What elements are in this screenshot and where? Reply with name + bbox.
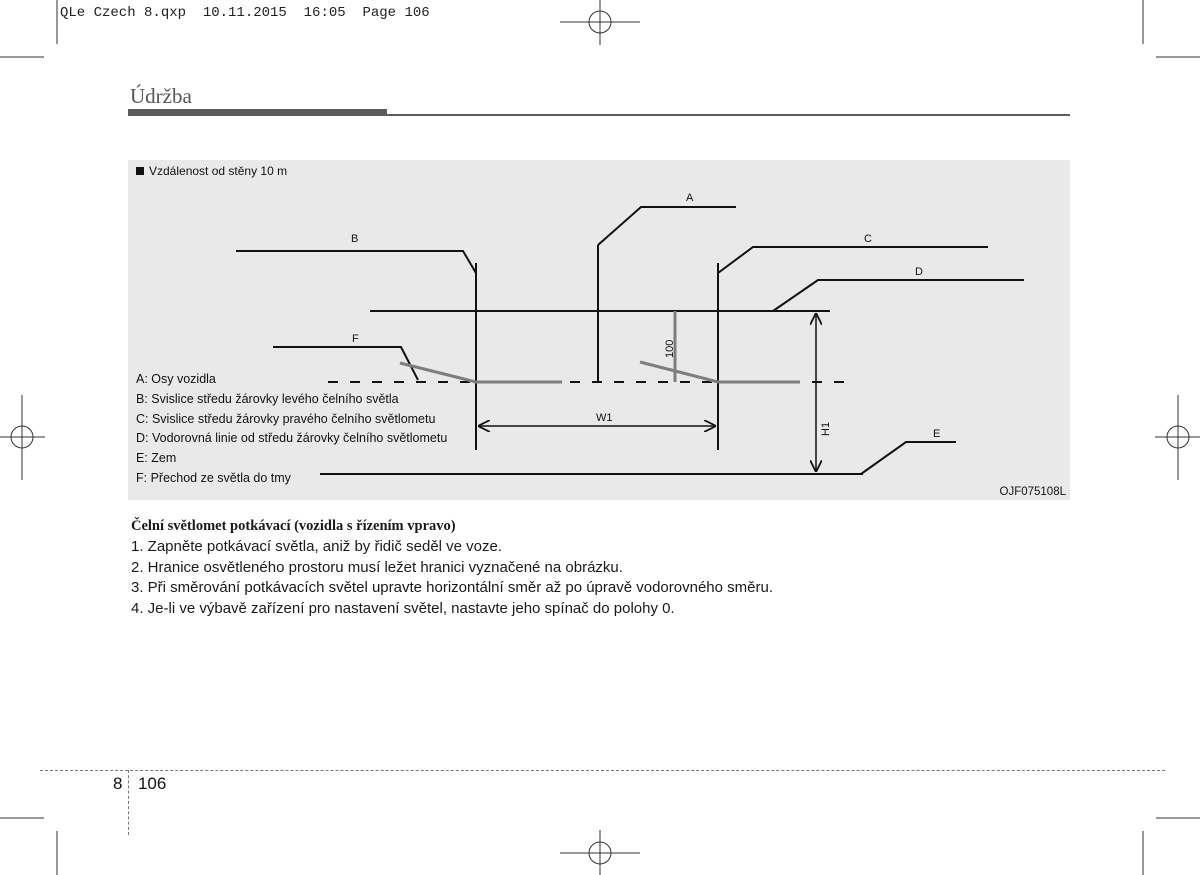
leader-line-b: [236, 251, 476, 273]
instruction-step: 1. Zapněte potkávací světla, aniž by řidič seděl ve voze.: [131, 538, 503, 555]
instructions-heading: Čelní světlomet potkávací (vozidla s řízením vpravo): [131, 518, 456, 534]
registration-mark-right: [1155, 395, 1200, 480]
bullet-square-icon: [136, 167, 144, 175]
leader-line-a: [598, 207, 736, 245]
page-number: [113, 774, 166, 794]
legend-item: D: Vodorovná linie od středu žárovky čelního světlometu: [136, 431, 448, 446]
legend-item: E: Zem: [136, 451, 177, 466]
legend-item: B: Svislice středu žárovky levého čelního světla: [136, 391, 399, 406]
legend-item: C: Svislice středu žárovky pravého čelního světlometu: [136, 411, 436, 426]
figure-legend: [136, 370, 447, 489]
headlight-aiming-figure: [128, 160, 1070, 500]
leader-line-c: [718, 247, 988, 273]
leader-line-d: [773, 280, 1024, 311]
page-number-value: 106: [137, 774, 167, 793]
figure-code: OJF075108L: [999, 486, 1066, 498]
figure-caption: [136, 164, 287, 178]
label-b: B: [351, 233, 359, 245]
registration-mark-left: [0, 395, 45, 480]
registration-mark-bottom: [560, 830, 640, 875]
label-100: 100: [664, 339, 676, 358]
instruction-step: 3. Při směrování potkávacích světel upravte horizontální směr až po úpravě vodorovného směru.: [131, 579, 773, 596]
label-d: D: [915, 266, 923, 278]
instructions: [131, 518, 1071, 619]
legend-item: A: Osy vozidla: [136, 372, 216, 386]
instruction-step: 2. Hranice osvětleného prostoru musí ležet hranici vyznačené na obrázku.: [131, 558, 623, 576]
registration-mark-top: [560, 0, 640, 45]
right-cutoff-line: [640, 362, 800, 382]
legend-item: F: Přechod ze světla do tmy: [136, 470, 291, 485]
chapter-number: 8: [113, 774, 123, 793]
label-a: A: [686, 192, 694, 204]
label-h1: H1: [820, 421, 832, 436]
instruction-step: 4. Je-li ve výbavě zařízení pro nastavení světel, nastavte jeho spínač do polohy 0.: [131, 599, 675, 617]
leader-line-e: [861, 442, 956, 474]
section-title: Údržba: [130, 84, 192, 108]
label-e: E: [933, 428, 941, 440]
label-w1: W1: [596, 412, 613, 424]
section-title-bar: [128, 109, 387, 116]
label-f: F: [352, 333, 359, 345]
figure-caption-text: Vzdálenost od stěny 10 m: [149, 164, 288, 178]
print-slug: QLe Czech 8.qxp 10.11.2015 16:05 Page 106: [60, 5, 430, 21]
footer-rule: [40, 770, 1165, 771]
section-title-rule: [387, 114, 1070, 116]
label-c: C: [864, 233, 872, 245]
